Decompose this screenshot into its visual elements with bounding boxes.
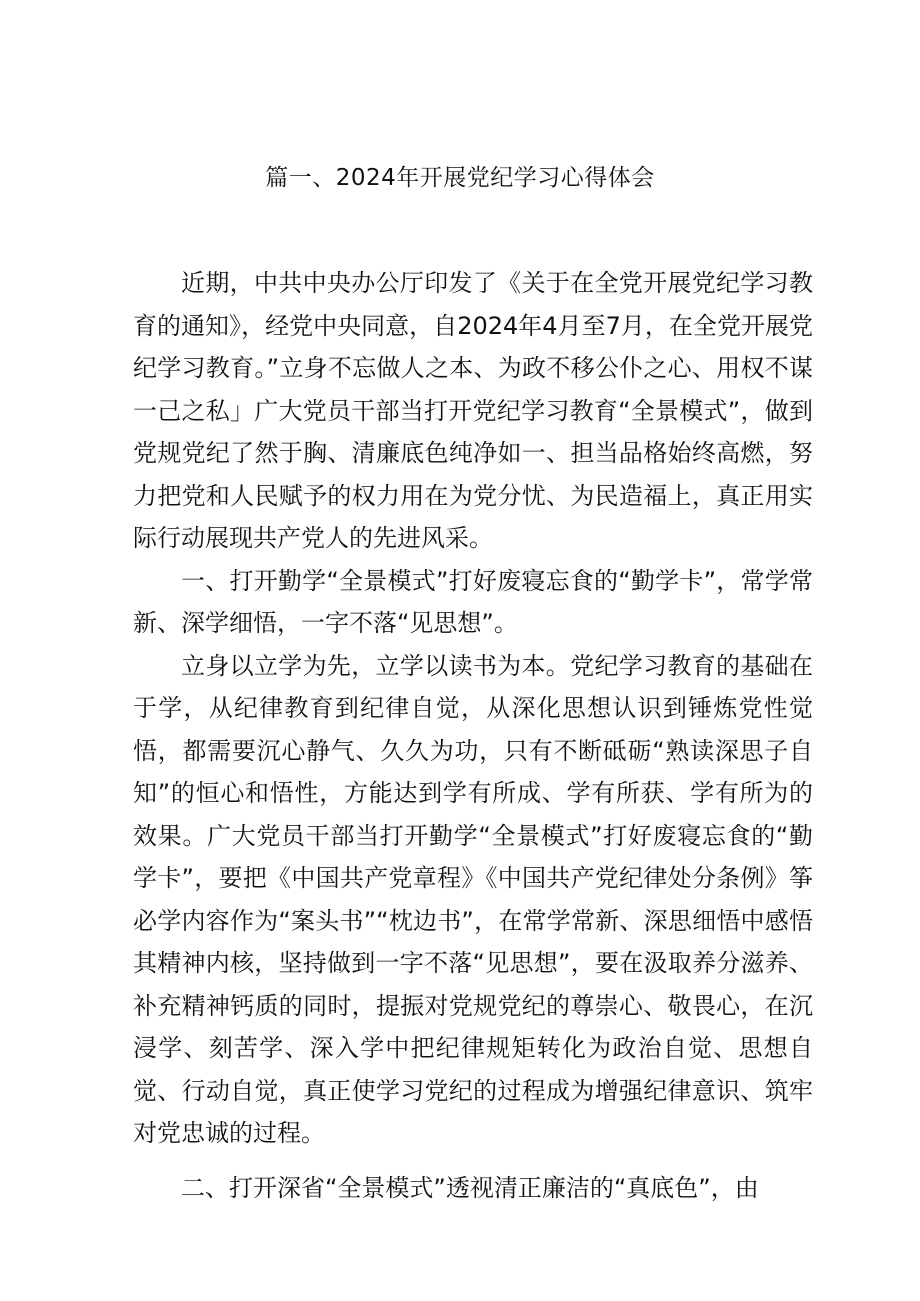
document-body (133, 262, 813, 1209)
document-title: 篇一、2024年开展党纪学习心得体会 (265, 165, 655, 191)
paragraph-study: 立身以立学为先，立学以读书为本。党纪学习教育的基础在于学，从纪律教育到纪律自觉，从深化思想认识到锤炼党性觉悟，都需要沉心静气、久久为功，只有不断砥砺“熟读深思子自知”的恒心和悟性，方能达到学有所成、学有所获、学有所为的效果。广大党员干部当打开勤学“全景模式”打好废寝忘食的“勤学卡”，要把《中国共产党章程》《中国共产党纪律处分条例》筝必学内容作为“案头书”“枕边书”，在常学常新、深思细悟中感悟其精神内核，坚持做到一字不落“见思想”，要在汲取养分滋养、补充精神钙质的同时，提振对党规党纪的尊崇心、敬畏心，在沉浸学、刻苦学、深入学中把纪律规矩转化为政治自觉、思想自觉、行动自觉，真正使学习党纪的过程成为增强纪律意识、筑牢对党忠诚的过程。 (133, 651, 813, 1147)
paragraph-heading-two: 二、打开深省“全景模式”透视清正廉洁的“真底色”，由 (181, 1173, 759, 1202)
paragraph-heading-one: 一、打开勤学“全景模式”打好废寝忘食的“勤学卡”，常学常新、深学细悟，一字不落“见思想”。 (133, 566, 813, 637)
paragraph-intro: 近期，中共中央办公厅印发了《关于在全党开展党纪学习教育的通知》，经党中央同意，自2024年4月至7月，在全党开展党纪学习教育。”立身不忘做人之本、为政不移公仆之心、用权不谋一己之私」广大党员干部当打开党纪学习教育“全景模式”，做到党规党纪了然于胸、清廉底色纯净如一、担当品格始终高燃，努力把党和人民赋予的权力用在为党分忧、为民造福上，真正用实际行动展现共产党人的先进风采。 (133, 269, 813, 552)
